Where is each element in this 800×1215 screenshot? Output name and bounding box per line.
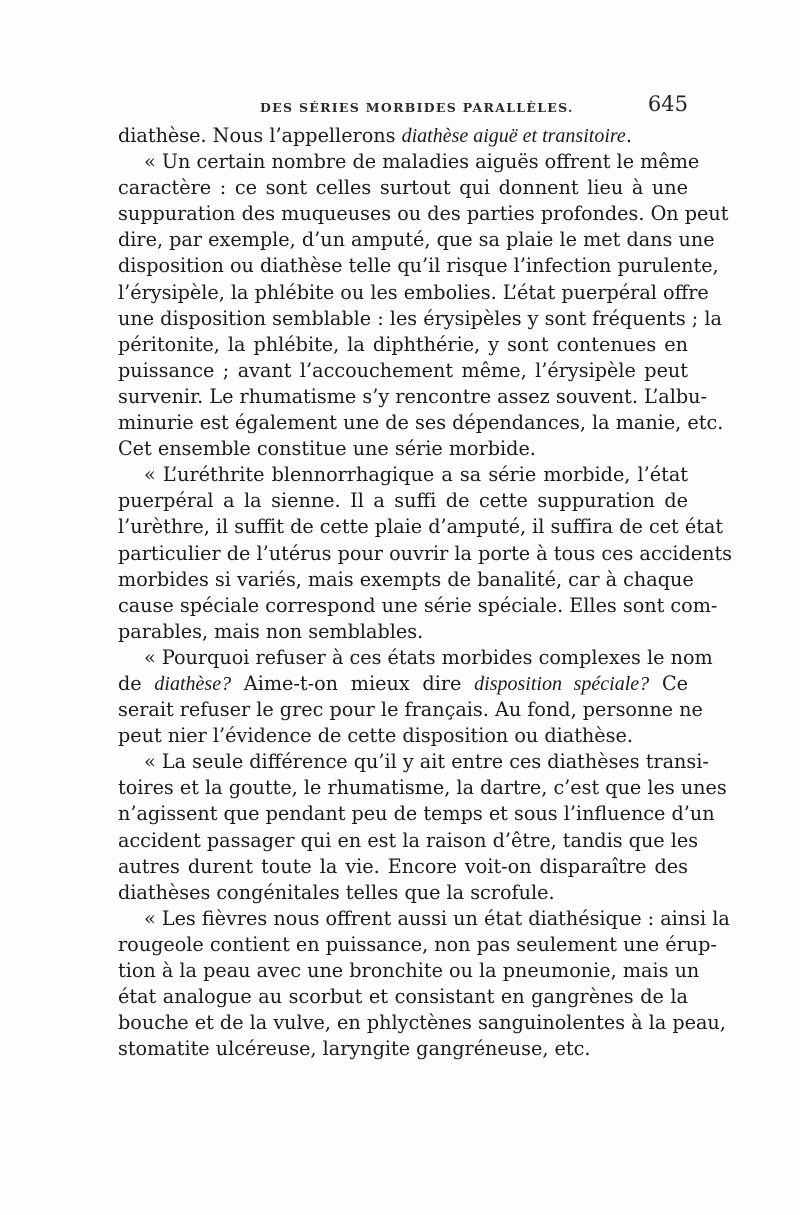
text-line xyxy=(118,880,688,906)
text-line xyxy=(118,149,700,175)
text-run: état analogue au scorbut et consistant en gangrènes de la xyxy=(118,985,688,1009)
text-line xyxy=(118,123,688,149)
text-line xyxy=(118,828,699,854)
text-run: serait refuser le grec pour le français. Au fond, personne ne xyxy=(118,698,703,722)
text-run: « Pourquoi refuser à ces états morbides complexes le nom xyxy=(144,645,713,669)
body-text xyxy=(118,123,733,1062)
text-line xyxy=(118,723,688,749)
text-line xyxy=(118,227,715,253)
text-run: diathèses congénitales telles que la scrofule. xyxy=(118,880,555,904)
text-run: « La seule différence qu’il y ait entre ces diathèses transi- xyxy=(144,750,709,774)
text-line xyxy=(118,332,688,358)
text-run: suppuration des muqueuses ou des parties profondes. On peut xyxy=(118,202,729,226)
text-line xyxy=(118,514,724,540)
text-line xyxy=(118,488,688,514)
text-line xyxy=(118,201,729,227)
text-line xyxy=(118,384,707,410)
text-line xyxy=(118,854,688,880)
text-run: . xyxy=(625,124,632,147)
text-run: toires et la goutte, le rhumatisme, la dartre, c’est que les unes xyxy=(118,776,727,800)
text-run: caractère : ce sont celles surtout qui donnent lieu à une xyxy=(118,176,688,200)
text-run: diathèse. Nous l’appellerons xyxy=(118,124,402,147)
text-run: survenir. Le rhumatisme s’y rencontre assez souvent. L’albu- xyxy=(118,384,707,408)
text-line xyxy=(118,567,694,593)
text-line xyxy=(118,541,733,567)
text-line xyxy=(118,306,722,332)
text-run: péritonite, la phlébite, la diphthérie, y sont contenues en xyxy=(118,332,688,356)
text-line xyxy=(118,436,688,462)
text-run: l’urèthre, il suffit de cette plaie d’amputé, il suffira de cet état xyxy=(118,515,724,539)
italic-phrase: disposition spéciale? xyxy=(474,672,650,695)
text-line xyxy=(118,984,688,1010)
text-line xyxy=(118,645,713,671)
text-line xyxy=(118,1010,726,1036)
text-run: stomatite ulcéreuse, laryngite gangréneuse, etc. xyxy=(118,1037,591,1061)
text-line xyxy=(118,593,718,619)
running-head xyxy=(120,92,688,122)
text-run: particulier de l’utérus pour ouvrir la porte à tous ces accidents xyxy=(118,541,733,565)
text-run: une disposition semblable : les érysipèles y sont fréquents ; la xyxy=(118,306,722,330)
text-run: disposition ou diathèse telle qu’il risque l’infection purulente, xyxy=(118,254,719,278)
text-line xyxy=(118,671,688,697)
text-line xyxy=(118,697,703,723)
italic-phrase: diathèse? xyxy=(154,672,232,695)
text-run: rougeole contient en puissance, non pas seulement une érup- xyxy=(118,932,717,956)
text-run: « L’uréthrite blennorrhagique a sa série morbide, l’état xyxy=(144,463,688,487)
text-run: morbides si variés, mais exempts de banalité, car à chaque xyxy=(118,567,694,591)
text-run: bouche et de la vulve, en phlyctènes sanguinolentes à la peau, xyxy=(118,1011,726,1035)
text-run: accident passager qui en est la raison d’être, tandis que les xyxy=(118,828,699,852)
text-run: cause spéciale correspond une série spéciale. Elles sont com- xyxy=(118,593,718,617)
text-run: peut nier l’évidence de cette disposition ou diathèse. xyxy=(118,724,633,748)
text-run: autres durent toute la vie. Encore voit-on disparaître des xyxy=(118,854,688,878)
text-line xyxy=(118,410,724,436)
text-line xyxy=(118,253,719,279)
text-run: de xyxy=(118,671,155,695)
text-run: Aime-t-on mieux dire xyxy=(231,671,475,695)
text-run: tion à la peau avec une bronchite ou la pneumonie, mais un xyxy=(118,959,700,982)
text-line xyxy=(118,801,715,827)
running-title: DES SÉRIES MORBIDES PARALLÈLES. xyxy=(260,100,574,115)
text-line xyxy=(118,775,727,801)
text-line xyxy=(118,358,688,384)
text-run: « Un certain nombre de maladies aiguës offrent le même xyxy=(144,150,700,174)
text-line xyxy=(118,749,709,775)
text-run: puerpéral a la sienne. Il a suffi de cette suppuration de xyxy=(118,489,688,513)
text-run: parables, mais non semblables. xyxy=(118,619,424,643)
text-line xyxy=(118,906,730,932)
text-line xyxy=(118,462,688,488)
italic-phrase: diathèse aiguë et transitoire xyxy=(401,125,626,147)
page-number: 645 xyxy=(647,92,688,116)
text-line xyxy=(118,932,717,958)
text-run: dire, par exemple, d’un amputé, que sa plaie le met dans une xyxy=(118,228,715,252)
text-line xyxy=(118,175,688,201)
text-line xyxy=(118,619,688,645)
text-run: minurie est également une de ses dépendances, la manie, etc. xyxy=(118,411,724,435)
text-run: « Les fièvres nous offrent aussi un état diathésique : ainsi la xyxy=(144,906,730,930)
text-run: n’agissent que pendant peu de temps et sous l’influence d’un xyxy=(118,802,715,826)
text-run: puissance ; avant l’accouchement même, l’érysipèle peut xyxy=(118,358,688,382)
text-run: l’érysipèle, la phlébite ou les embolies. L’état puerpéral offre xyxy=(118,280,709,304)
text-line xyxy=(118,958,700,984)
text-run: Cet ensemble constitue une série morbide. xyxy=(118,437,536,461)
text-run: Ce xyxy=(649,671,688,695)
text-line xyxy=(118,1036,688,1062)
text-line xyxy=(118,280,709,306)
